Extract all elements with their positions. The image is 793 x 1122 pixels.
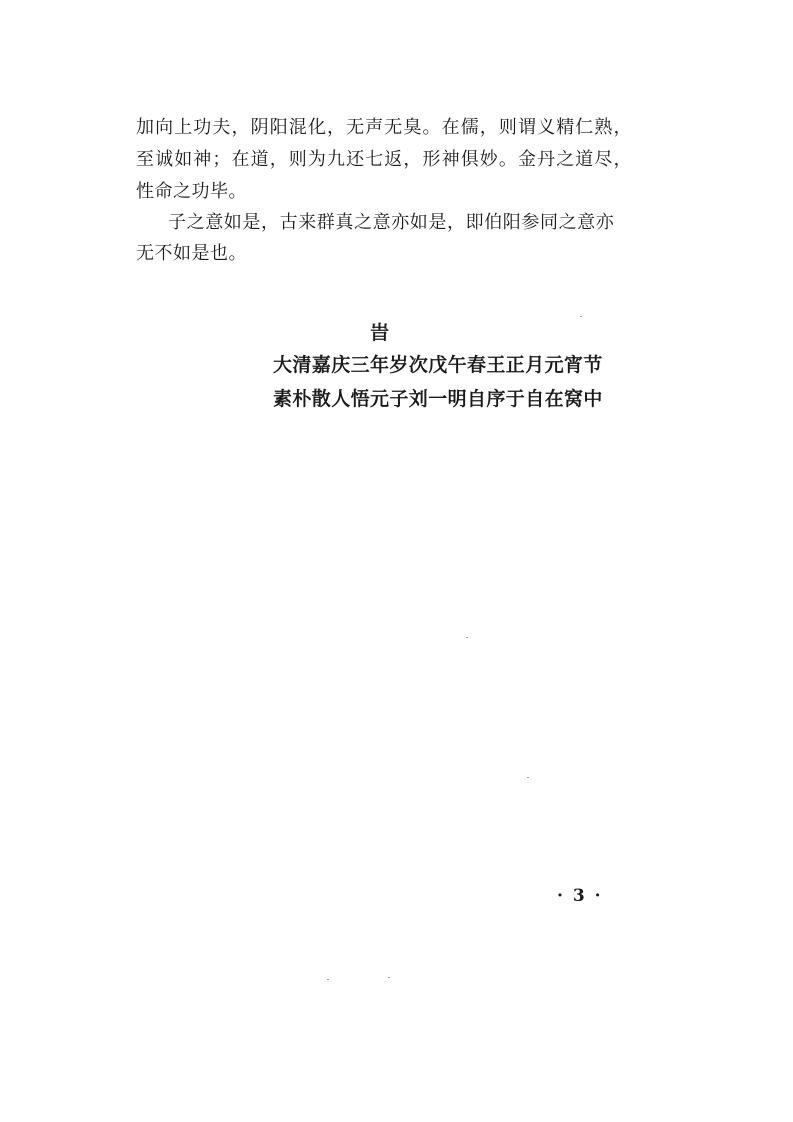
page-number: · 3 · [557, 886, 603, 906]
scan-speck [580, 316, 582, 317]
closing-date-line: 大清嘉庆三年岁次戊午春王正月元宵节 [273, 354, 603, 376]
closing-author-line: 素朴散人悟元子刘一明自序于自在窝中 [273, 388, 603, 410]
body-text-line: 性命之功毕。 [136, 181, 247, 202]
body-text-line: 加向上功夫，阴阳混化，无声无臭。在儒，则谓义精仁熟， [136, 117, 633, 138]
closing-heading: 旹 [370, 322, 390, 344]
scan-speck [327, 979, 329, 980]
body-text-line: 子之意如是，古来群真之意亦如是，即伯阳参同之意亦 [168, 212, 615, 233]
scan-speck [388, 977, 390, 978]
body-text-line: 无不如是也。 [136, 243, 247, 264]
body-text-line: 至诚如神；在道，则为九还七返，形神俱妙。金丹之道尽， [136, 149, 633, 170]
scan-speck [527, 777, 529, 778]
scan-speck [466, 637, 468, 638]
